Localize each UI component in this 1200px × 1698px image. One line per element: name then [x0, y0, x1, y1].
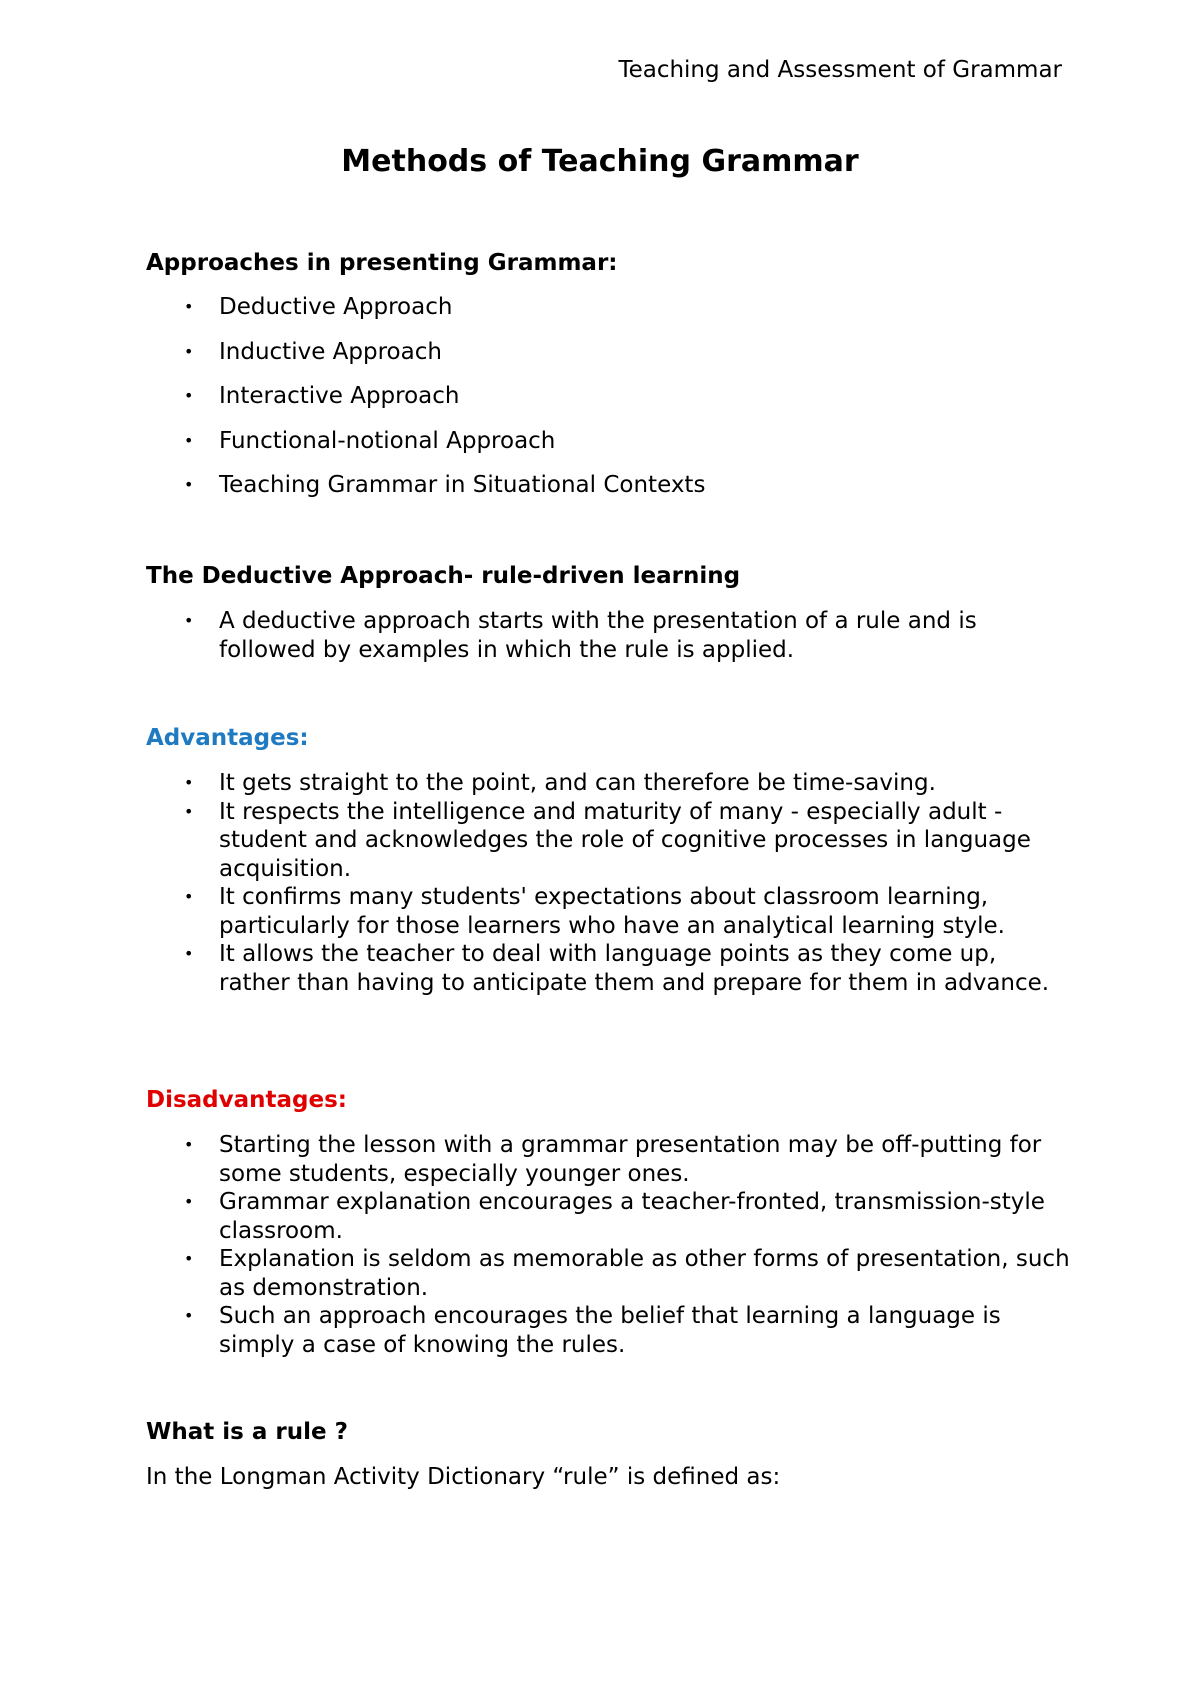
bullet-icon: •	[184, 1135, 194, 1154]
list-item: • It confirms many students' expectations about classroom learning, particularly for those learners who have an analytical learning style.	[184, 884, 1005, 939]
disadvantages-list	[0, 1131, 1200, 1359]
deductive-heading: The Deductive Approach- rule-driven learning	[146, 563, 741, 589]
advantages-list	[0, 769, 1200, 997]
disadvantages-heading: Disadvantages:	[146, 1087, 348, 1113]
bullet-icon: •	[184, 887, 194, 906]
list-item: • Such an approach encourages the belief that learning a language is simply a case of knowing the rules.	[184, 1303, 1001, 1358]
bullet-icon: •	[184, 341, 194, 361]
list-item: • It gets straight to the point, and can therefore be time-saving.	[184, 770, 936, 796]
bullet-icon: •	[184, 475, 194, 494]
bullet-icon: •	[184, 773, 194, 792]
rule-heading: What is a rule ?	[146, 1419, 348, 1445]
list-item: • It respects the intelligence and maturity of many - especially adult -student and acknowledges the role of cognitive processes in language acquisition.	[184, 798, 1031, 882]
advantages-heading: Advantages:	[146, 725, 309, 751]
running-header: Teaching and Assessment of Grammar	[618, 57, 1062, 83]
approaches-heading: Approaches in presenting Grammar:	[146, 250, 618, 276]
list-item: • A deductive approach starts with the presentation of a rule and is followed by examples in which the rule is applied.	[184, 608, 977, 663]
list-item: • Deductive Approach	[184, 294, 453, 320]
list-item: • Interactive Approach	[184, 383, 460, 409]
list-item: • Functional-notional Approach	[184, 427, 556, 454]
bullet-icon: •	[184, 944, 194, 963]
bullet-icon: •	[184, 1306, 194, 1325]
list-item: • Starting the lesson with a grammar presentation may be off-putting for some students, especially younger ones.	[184, 1132, 1042, 1187]
list-item: • Grammar explanation encourages a teacher-fronted, transmission-style classroom.	[184, 1189, 1045, 1244]
list-item: • Explanation is seldom as memorable as other forms of presentation, such as demonstration.	[184, 1246, 1070, 1301]
bullet-icon: •	[184, 1249, 194, 1268]
bullet-icon: •	[184, 430, 194, 450]
bullet-icon: •	[184, 386, 194, 405]
rule-definition-text: In the Longman Activity Dictionary “rule” is defined as:	[146, 1464, 781, 1490]
list-item: • It allows the teacher to deal with language points as they come up, rather than having to anticipate them and prepare for them in advance.	[184, 941, 1050, 996]
page-title: Methods of Teaching Grammar	[341, 144, 859, 179]
list-item: • Inductive Approach	[184, 338, 442, 365]
bullet-icon: •	[184, 297, 194, 316]
deductive-list	[0, 607, 1200, 664]
bullet-icon: •	[184, 801, 194, 821]
list-item: • Teaching Grammar in Situational Contexts	[184, 472, 706, 498]
approaches-list	[0, 293, 1200, 516]
bullet-icon: •	[184, 611, 194, 630]
bullet-icon: •	[184, 1192, 194, 1211]
